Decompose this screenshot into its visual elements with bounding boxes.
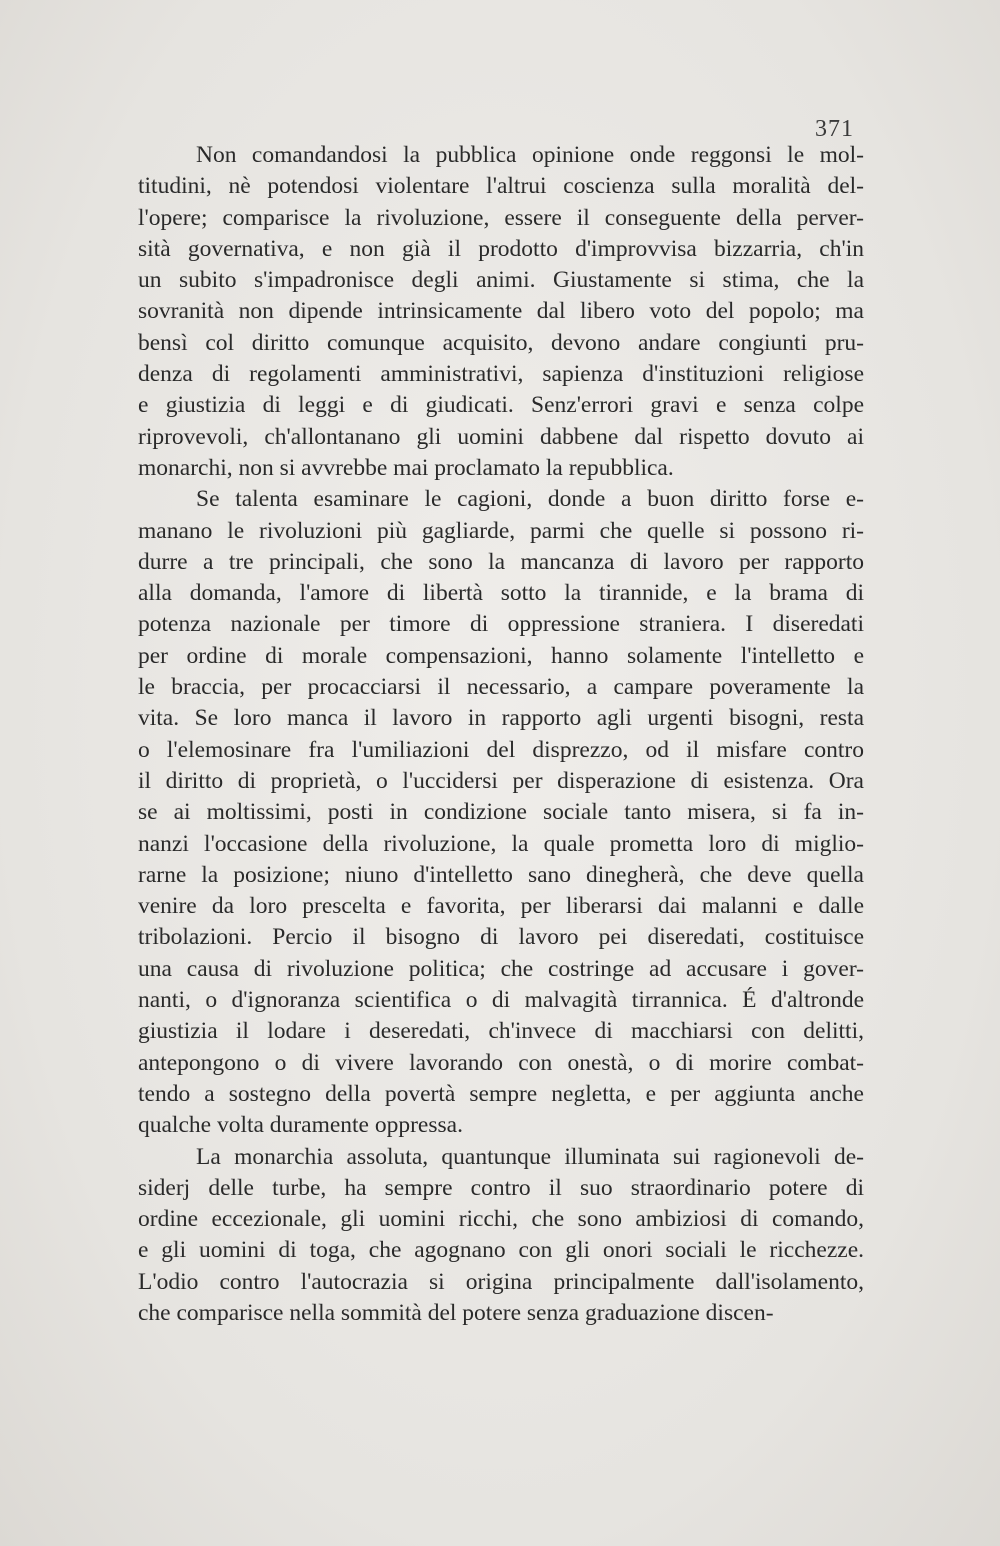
text-line: antepongono o di vivere lavorando con onestà, o di morire combat- [138, 1049, 864, 1076]
paragraph [138, 484, 864, 1141]
text-line: La monarchia assoluta, quantunque illuminata sui ragionevoli de- [196, 1143, 864, 1170]
text-line: potenza nazionale per timore di oppressione straniera. I diseredati [138, 611, 864, 638]
text-line: rarne la posizione; niuno d'intelletto sano dinegherà, che deve quella [138, 861, 864, 888]
text-line: Non comandandosi la pubblica opinione onde reggonsi le mol- [196, 142, 864, 168]
paragraph [138, 140, 864, 484]
text-line: o l'elemosinare fra l'umiliazioni del disprezzo, od il misfare contro [138, 736, 864, 763]
text-line: una causa di rivoluzione politica; che costringe ad accusare i gover- [138, 955, 864, 982]
text-line: tribolazioni. Percio il bisogno di lavoro pei diseredati, costituisce [138, 924, 864, 951]
text-line: titudini, nè potendosi violentare l'altrui coscienza sulla moralità del- [138, 173, 864, 200]
text-line: l'opere; comparisce la rivoluzione, essere il conseguente della perver- [138, 204, 864, 231]
text-line: sovranità non dipende intrinsicamente dal libero voto del popolo; ma [138, 298, 864, 325]
paragraph [138, 1142, 864, 1330]
text-line: giustizia il lodare i deseredati, ch'invece di macchiarsi con delitti, [138, 1018, 864, 1045]
text-line: un subito s'impadronisce degli animi. Giustamente si stima, che la [138, 267, 864, 294]
text-line: nanti, o d'ignoranza scientifica o di malvagità tirrannica. É d'altronde [138, 987, 864, 1014]
text-line: venire da loro prescelta e favorita, per liberarsi dai malanni e dalle [138, 893, 864, 920]
text-line: per ordine di morale compensazioni, hanno solamente l'intelletto e [138, 642, 864, 669]
body-text [138, 140, 864, 1329]
text-line: sità governativa, e non già il prodotto d'improvvisa bizzarria, ch'in [138, 235, 864, 262]
text-line: se ai moltissimi, posti in condizione sociale tanto misera, si fa in- [138, 799, 864, 826]
text-line: denza di regolamenti amministrativi, sapienza d'instituzioni religiose [138, 361, 864, 388]
text-line: Se talenta esaminare le cagioni, donde a buon diritto forse e- [196, 486, 864, 513]
text-line: qualche volta duramente oppressa. [138, 1112, 463, 1139]
text-line: manano le rivoluzioni più gagliarde, parmi che quelle si possono ri- [138, 517, 864, 544]
text-line: e gli uomini di toga, che agognano con gli onori sociali le ricchezze. [138, 1237, 864, 1264]
text-line: ordine eccezionale, gli uomini ricchi, che sono ambiziosi di comando, [138, 1206, 864, 1233]
page-number: 371 [815, 116, 854, 142]
text-line: le braccia, per procacciarsi il necessario, a campare poveramente la [138, 674, 864, 701]
text-line: alla domanda, l'amore di libertà sotto la tirannide, e la brama di [138, 580, 864, 607]
text-line: il diritto di proprietà, o l'uccidersi per disperazione di esistenza. Ora [138, 767, 864, 794]
text-line: siderj delle turbe, ha sempre contro il suo straordinario potere di [138, 1174, 864, 1201]
text-line: durre a tre principali, che sono la mancanza di lavoro per rapporto [138, 548, 864, 575]
text-line: monarchi, non si avvrebbe mai proclamato la repubblica. [138, 454, 674, 481]
text-line: bensì col diritto comunque acquisito, devono andare congiunti pru- [138, 329, 864, 356]
text-line: L'odio contro l'autocrazia si origina principalmente dall'isolamento, [138, 1268, 864, 1295]
text-line: e giustizia di leggi e di giudicati. Senz'errori gravi e senza colpe [138, 392, 864, 419]
text-line: vita. Se loro manca il lavoro in rapporto agli urgenti bisogni, resta [138, 705, 864, 732]
text-line: nanzi l'occasione della rivoluzione, la quale prometta loro di miglio- [138, 830, 864, 857]
text-line: che comparisce nella sommità del potere senza graduazione discen- [138, 1299, 774, 1326]
text-line: tendo a sostegno della povertà sempre negletta, e per aggiunta anche [138, 1080, 864, 1107]
text-line: riprovevoli, ch'allontanano gli uomini dabbene dal rispetto dovuto ai [138, 423, 864, 450]
